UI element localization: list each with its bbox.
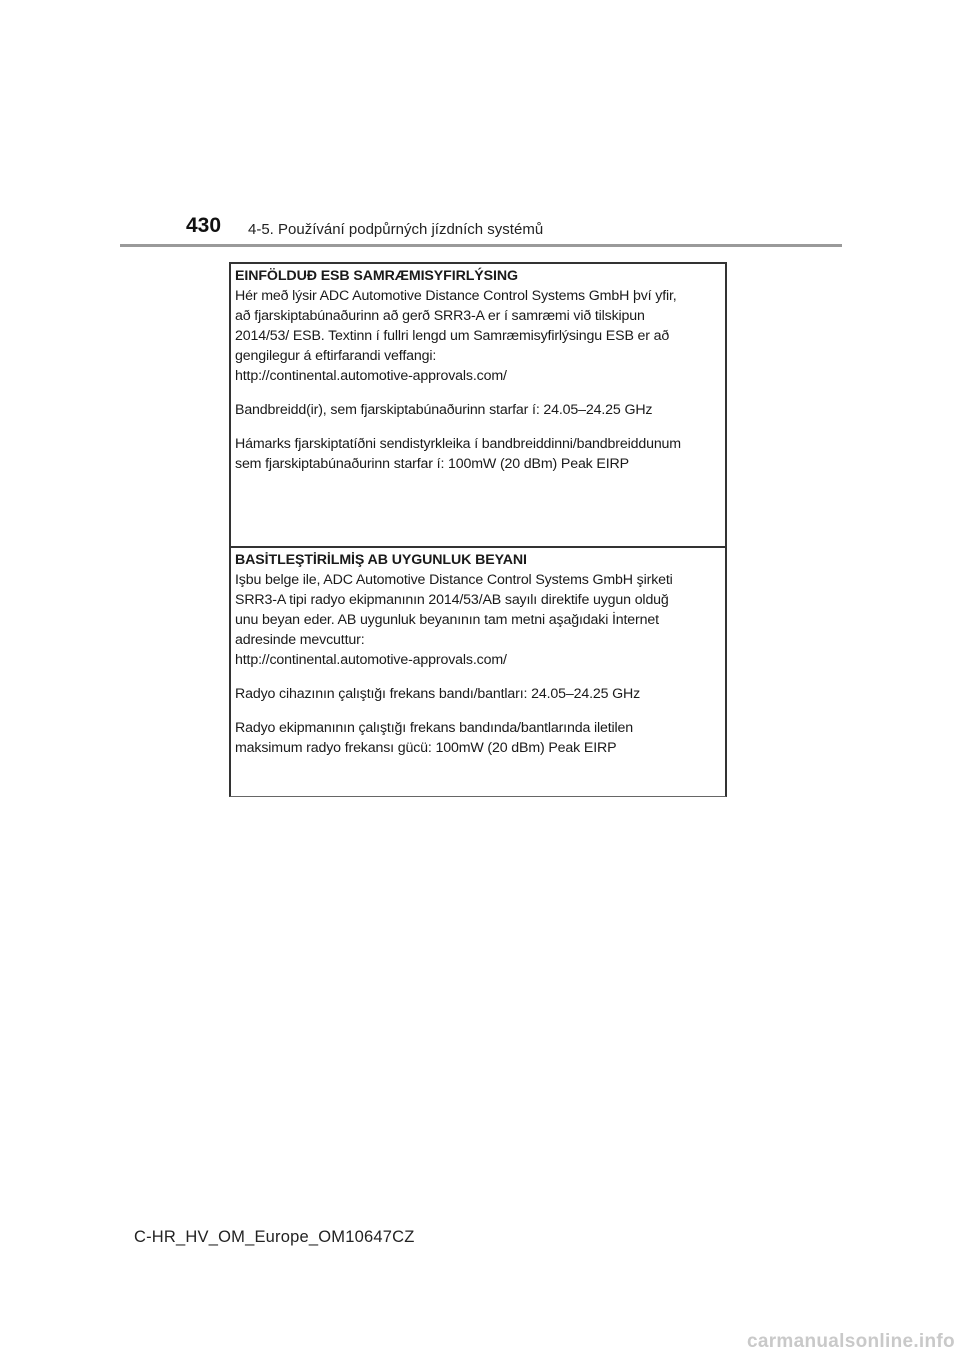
declaration-turkish [231,546,725,796]
declaration-heading: BASİTLEŞTİRİLMİŞ AB UYGUNLUK BEYANI [235,552,527,568]
declaration-line: Işbu belge ile, ADC Automotive Distance Control Systems GmbH şirketi [235,572,673,588]
declaration-url: http://continental.automotive-approvals.com/ [235,652,507,668]
header-divider [120,244,842,247]
max-power-line: sem fjarskiptabúnaðurinn starfar í: 100mW (20 dBm) Peak EIRP [235,456,629,472]
site-watermark: carmanualsonline.info [747,1331,955,1352]
declaration-line: 2014/53/ ESB. Textinn í fullri lengd um Samræmisyfirlýsingu ESB er að [235,328,670,344]
max-power-line: Radyo ekipmanının çalıştığı frekans bandında/bantlarında iletilen [235,720,634,736]
document-id: C-HR_HV_OM_Europe_OM10647CZ [134,1228,415,1246]
declaration-line: SRR3-A tipi radyo ekipmanının 2014/53/AB sayılı direktife uygun olduğ [235,592,669,608]
declaration-heading: EINFÖLDUÐ ESB SAMRÆMISYFIRLÝSING [235,268,518,284]
declaration-line: adresinde mevcuttur: [235,632,365,648]
declaration-icelandic [231,264,725,546]
declaration-url: http://continental.automotive-approvals.com/ [235,368,507,384]
page-number: 430 [186,214,222,237]
declaration-line: Hér með lýsir ADC Automotive Distance Control Systems GmbH því yfir, [235,288,677,304]
declaration-line: að fjarskiptabúnaðurinn að gerð SRR3-A er í samræmi við tilskipun [235,308,645,324]
max-power-line: maksimum radyo frekansı gücü: 100mW (20 dBm) Peak EIRP [235,740,617,756]
declaration-line: unu beyan eder. AB uygunluk beyanının tam metni aşağıdaki İnternet [235,612,659,628]
frequency-band-line: Radyo cihazının çalıştığı frekans bandı/bantları: 24.05–24.25 GHz [235,686,641,702]
declaration-box [229,262,727,797]
declaration-line: gengilegur á eftirfarandi veffangi: [235,348,437,364]
frequency-band-line: Bandbreidd(ir), sem fjarskiptabúnaðurinn starfar í: 24.05–24.25 GHz [235,402,653,418]
section-title: 4-5. Používání podpůrných jízdních systémů [248,221,544,238]
max-power-line: Hámarks fjarskiptatíðni sendistyrkleika í bandbreiddinni/bandbreiddunum [235,436,681,452]
